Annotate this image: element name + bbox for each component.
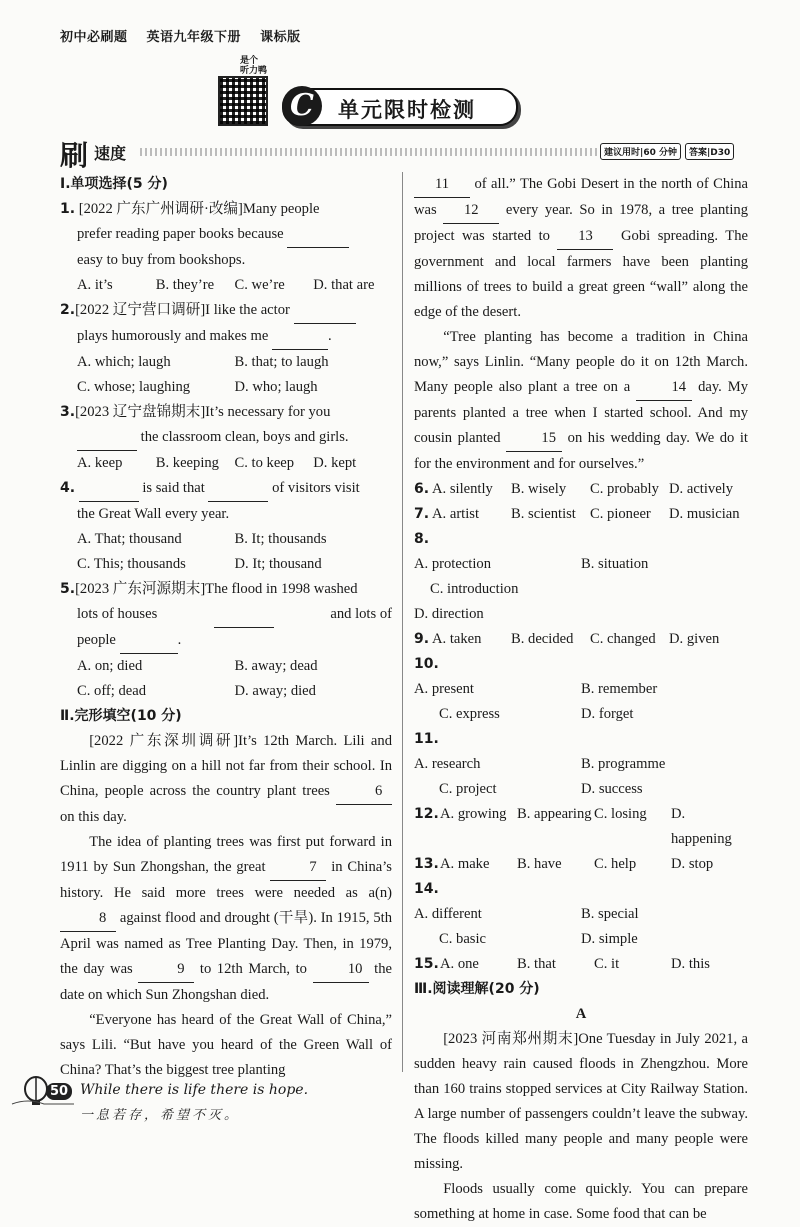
column-divider xyxy=(402,172,403,1072)
option-row-11: 11. A. research B. programmeC. project D. success xyxy=(414,731,666,797)
question-5-options: A. on; died B. away; deadC. off; dead D. away; died xyxy=(77,658,318,699)
edition-name: 课标版 xyxy=(260,30,301,45)
info-tags xyxy=(600,143,734,160)
question-4: 4. is said that of visitors visit xyxy=(60,476,392,502)
cloze-paragraph-3-cont: 11 of all.” The Gobi Desert in the north of China was 12 every year. So in 1978, a tree planting project was started to 13 Gobi spreading. The government and local farmers have been planting millions of trees to build a great green “wall” along the edge of the desert. xyxy=(414,172,748,325)
question-3: 3.[2023 辽宁盘锦期末]It’s necessary for you xyxy=(60,404,331,420)
motto-english: While there is life there is hope. xyxy=(80,1082,309,1098)
passage-label: A xyxy=(575,1006,587,1022)
option-row-7: 7. A. artist B. scientist C. pioneer D. musician xyxy=(414,506,740,522)
section-banner xyxy=(282,88,518,126)
running-header xyxy=(60,26,315,45)
cloze-paragraph-4: “Tree planting has become a tradition in China now,” says Linlin. “Many people do it on 12th March. Many people also plant a tree on a 14 day. My parents planted a tree when I started school. And my cousin planted 15 on his wedding day. We do it for the environment and for ourselves.” xyxy=(414,329,748,472)
banner-title: 单元限时检测 xyxy=(338,98,476,122)
cloze-paragraph-1: [2022 广东深圳调研]It’s 12th March. Lili and Linlin are digging on a hill not far from their school. In China, people across the country plant trees 6 on this day. xyxy=(60,733,392,825)
section-mark: 刷 xyxy=(60,139,89,172)
part3-title: Ⅲ.阅读理解(20 分) xyxy=(414,981,540,997)
option-row-15: 15. A. one B. that C. it D. this xyxy=(414,956,710,972)
motto-chinese: 一息若存，希望不灭。 xyxy=(80,1108,241,1123)
question-3-options: A. keep B. keeping C. to keep D. kept xyxy=(77,455,357,471)
option-row-14: 14. A. different B. specialC. basic D. simple xyxy=(414,881,639,947)
question-1-options: A. it’s B. they’re C. we’re D. that are xyxy=(77,277,375,293)
reading-paragraph-1: [2023 河南郑州期末]One Tuesday in July 2021, a sudden heavy rain caused floods in Zhengzhou. More than 160 trains stopped services at City Railway Station. A large number of passengers couldn’t leave the subway. The floods killed many people and many people were missing. xyxy=(414,1031,748,1172)
option-row-8: 8. A. protection B. situationC. introductionD. direction xyxy=(414,531,649,622)
cloze-paragraph-3: “Everyone has heard of the Great Wall of China,” says Lili. “But have you heard of the Green Wall of China? That’s the biggest tree planting xyxy=(60,1012,392,1078)
banner-letter: C xyxy=(282,86,322,126)
page-number: 50 xyxy=(46,1083,72,1100)
series-name: 初中必刷题 xyxy=(60,30,128,45)
qr-caption: 是个 听力鸭 xyxy=(240,56,268,76)
question-2-options: A. which; laugh B. that; to laughC. whose; laughing D. who; laugh xyxy=(77,354,329,395)
cloze-options xyxy=(414,477,748,977)
reading-paragraph-2: Floods usually come quickly. You can prepare something at home in case. Some food that can be xyxy=(414,1181,748,1222)
question-5: 5.[2023 广东河源期末]The flood in 1998 washed xyxy=(60,581,358,597)
option-row-13: 13. A. make B. have C. help D. stop xyxy=(414,856,714,872)
time-tag: 建议用时|60 分钟 xyxy=(600,143,681,160)
question-2: 2.[2022 辽宁营口调研]I like the actor xyxy=(60,298,392,324)
qr-code-icon[interactable] xyxy=(218,76,268,126)
left-column: Ⅰ.单项选择(5 分) 1. [2022 广东广州调研·改编]Many people prefer reading paper books because easy to buy from bookshops. A. it’s B. they’re C. we’re D. that are 2.[2022 辽宁营口调研]I like the actor plays humorously and makes me . A. which; laugh B. that; to laughC. whose; laughing D. who; laugh 3.[2023 辽宁盘锦期末]It’s necessary for you the classroom clean, boys and girls. A. keep B. keeping C. to keep D. kept 4. is said that of visitors visit the Great Wall every year. A. That; thousand B. It; thousandsC. This; thousands D. It; thousand 5.[2023 广东河源期末]The flood in 1998 washed lots of houses and lots of people . A. on; died B. away; deadC. off; dead D. away; died Ⅱ.完形填空(10 分) [2022 广东深圳调研]It’s 12th March. Lili and Linlin are digging on a hill not far from their school. In China, people across the country plant trees 6 on this day. The idea of planting trees was first put forward in 1911 by Sun Zhongshan, the great 7 in China’s history. He said more trees were needed as a(n) 8 against flood and drought (干旱). In 1915, 5th April was named as Tree Planting Day. Then, in 1979, the day was 9 to 12th March, to 10 the date on which Sun Zhongshan died. “Everyone has heard of the Great Wall of China,” says Lili. “But have you heard of the Green Wall of China? That’s the biggest tree planting xyxy=(60,172,392,1083)
subject-name: 英语九年级下册 xyxy=(146,30,242,45)
section-subtitle: 速度 xyxy=(94,144,127,163)
option-row-6: 6. A. silently B. wisely C. probably D. actively xyxy=(414,481,734,497)
option-row-12: 12. A. growing B. appearing C. losing D. happening xyxy=(414,806,732,847)
question-4-options: A. That; thousand B. It; thousandsC. This; thousands D. It; thousand xyxy=(77,531,327,572)
answer-tag: 答案|D30 xyxy=(685,143,734,160)
option-row-9: 9. A. taken B. decided C. changed D. given xyxy=(414,631,720,647)
dotted-rule xyxy=(140,148,598,156)
question-1: 1. [2022 广东广州调研·改编]Many people xyxy=(60,201,320,217)
option-row-10: 10. A. present B. rememberC. express D. forget xyxy=(414,656,658,722)
part2-title: Ⅱ.完形填空(10 分) xyxy=(60,708,182,724)
right-column xyxy=(414,172,748,1227)
cloze-paragraph-2: The idea of planting trees was first put forward in 1911 by Sun Zhongshan, the great 7 in China’s history. He said more trees were needed as a(n) 8 against flood and drought (干旱). In 1915, 5th April was named as Tree Planting Day. Then, in 1979, the day was 9 to 12th March, to 10 the date on which Sun Zhongshan died. xyxy=(60,834,392,1003)
part1-title: Ⅰ.单项选择(5 分) xyxy=(60,176,168,192)
